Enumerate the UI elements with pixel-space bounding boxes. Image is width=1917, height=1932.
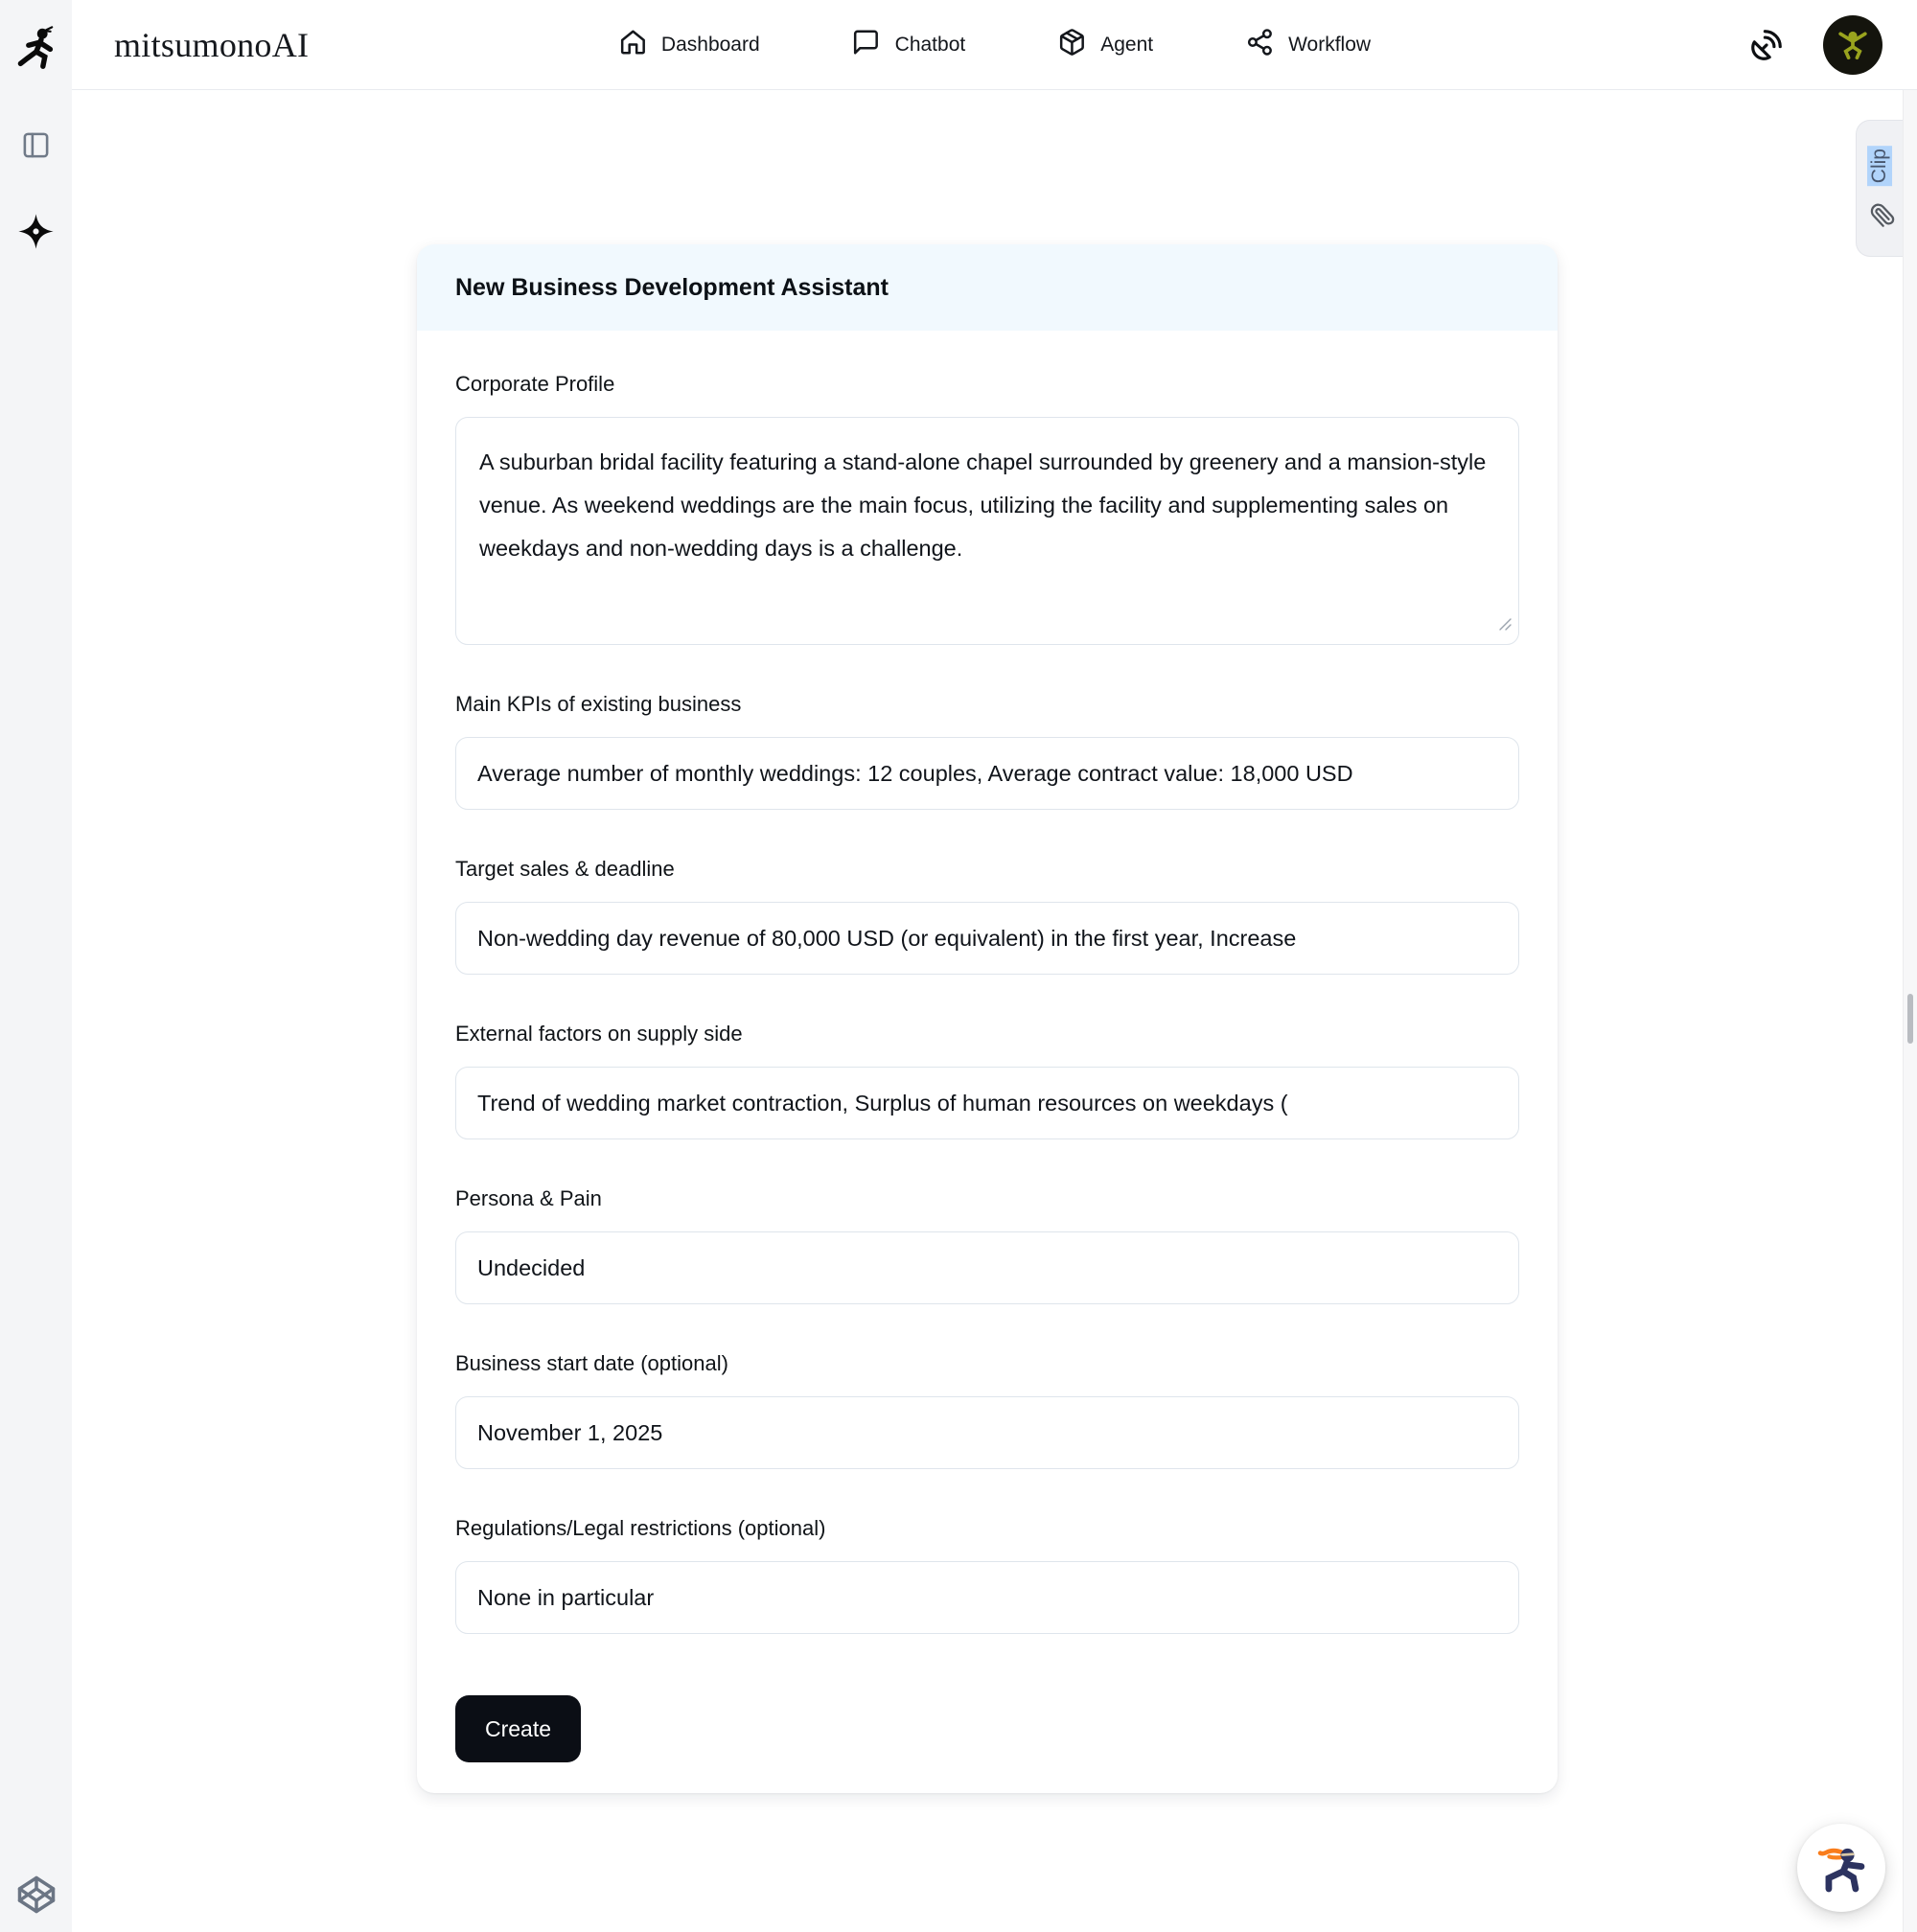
main-content bbox=[72, 0, 1903, 1793]
assistant-form-card bbox=[417, 244, 1558, 1793]
brand-name: mitsumonoAI bbox=[114, 25, 310, 64]
fighting-ninja-icon bbox=[1814, 1841, 1868, 1895]
field-group-kpis bbox=[455, 691, 1519, 810]
start-date-label: Business start date (optional) bbox=[455, 1351, 728, 1375]
regulations-input[interactable] bbox=[455, 1561, 1519, 1634]
house-icon bbox=[618, 28, 647, 62]
clip-tab-label: Clip bbox=[1867, 146, 1892, 186]
clip-side-tab[interactable] bbox=[1856, 120, 1903, 257]
corporate-profile-textarea-wrap bbox=[455, 417, 1519, 645]
regulations-label: Regulations/Legal restrictions (optional) bbox=[455, 1516, 826, 1540]
start-date-input[interactable] bbox=[455, 1396, 1519, 1469]
share-nodes-icon bbox=[1245, 28, 1274, 62]
nav-item-workflow[interactable] bbox=[1245, 28, 1371, 62]
form-title: New Business Development Assistant bbox=[455, 274, 889, 301]
nav-item-dashboard[interactable] bbox=[618, 28, 760, 62]
nav-item-chatbot[interactable] bbox=[852, 28, 966, 62]
shuriken-icon[interactable] bbox=[16, 212, 56, 251]
package-icon bbox=[1057, 28, 1086, 62]
header-right-group bbox=[1748, 15, 1882, 75]
field-group-start-date bbox=[455, 1350, 1519, 1469]
persona-pain-input[interactable] bbox=[455, 1231, 1519, 1304]
create-button[interactable]: Create bbox=[455, 1695, 581, 1762]
running-ninja-logo-icon bbox=[14, 19, 58, 77]
left-sidebar bbox=[0, 0, 72, 1932]
nav-item-agent[interactable] bbox=[1057, 28, 1153, 62]
persona-pain-label: Persona & Pain bbox=[455, 1186, 602, 1210]
field-group-external-factors bbox=[455, 1021, 1519, 1139]
panel-toggle-icon[interactable] bbox=[21, 130, 51, 160]
target-sales-label: Target sales & deadline bbox=[455, 857, 675, 881]
ninja-assistant-fab[interactable] bbox=[1797, 1824, 1885, 1912]
card-body bbox=[417, 331, 1558, 1793]
corporate-profile-textarea[interactable] bbox=[455, 417, 1519, 645]
nav-label: Agent bbox=[1100, 33, 1154, 56]
codepen-cube-icon[interactable] bbox=[16, 1874, 57, 1915]
speech-bubble-icon bbox=[852, 28, 881, 62]
resize-handle-icon[interactable] bbox=[1499, 618, 1512, 635]
external-factors-input[interactable] bbox=[455, 1067, 1519, 1139]
satellite-dish-icon[interactable] bbox=[1748, 27, 1785, 63]
vertical-scrollbar-thumb[interactable] bbox=[1907, 994, 1913, 1044]
kpis-label: Main KPIs of existing business bbox=[455, 692, 742, 716]
paperclip-icon bbox=[1864, 202, 1896, 229]
kpis-input[interactable] bbox=[455, 737, 1519, 810]
target-sales-input[interactable] bbox=[455, 902, 1519, 975]
card-header bbox=[417, 244, 1558, 331]
vertical-scrollbar-track[interactable] bbox=[1903, 90, 1917, 1932]
field-group-regulations bbox=[455, 1515, 1519, 1634]
external-factors-label: External factors on supply side bbox=[455, 1022, 743, 1046]
field-group-corporate-profile bbox=[455, 371, 1519, 645]
user-avatar[interactable] bbox=[1823, 15, 1882, 75]
nav-label: Dashboard bbox=[660, 33, 760, 56]
field-group-persona-pain bbox=[455, 1185, 1519, 1304]
main-nav bbox=[618, 28, 1371, 62]
top-header bbox=[72, 0, 1917, 90]
nav-label: Workflow bbox=[1288, 33, 1372, 56]
corporate-profile-label: Corporate Profile bbox=[455, 372, 615, 396]
nav-label: Chatbot bbox=[894, 33, 966, 56]
field-group-target-sales bbox=[455, 856, 1519, 975]
